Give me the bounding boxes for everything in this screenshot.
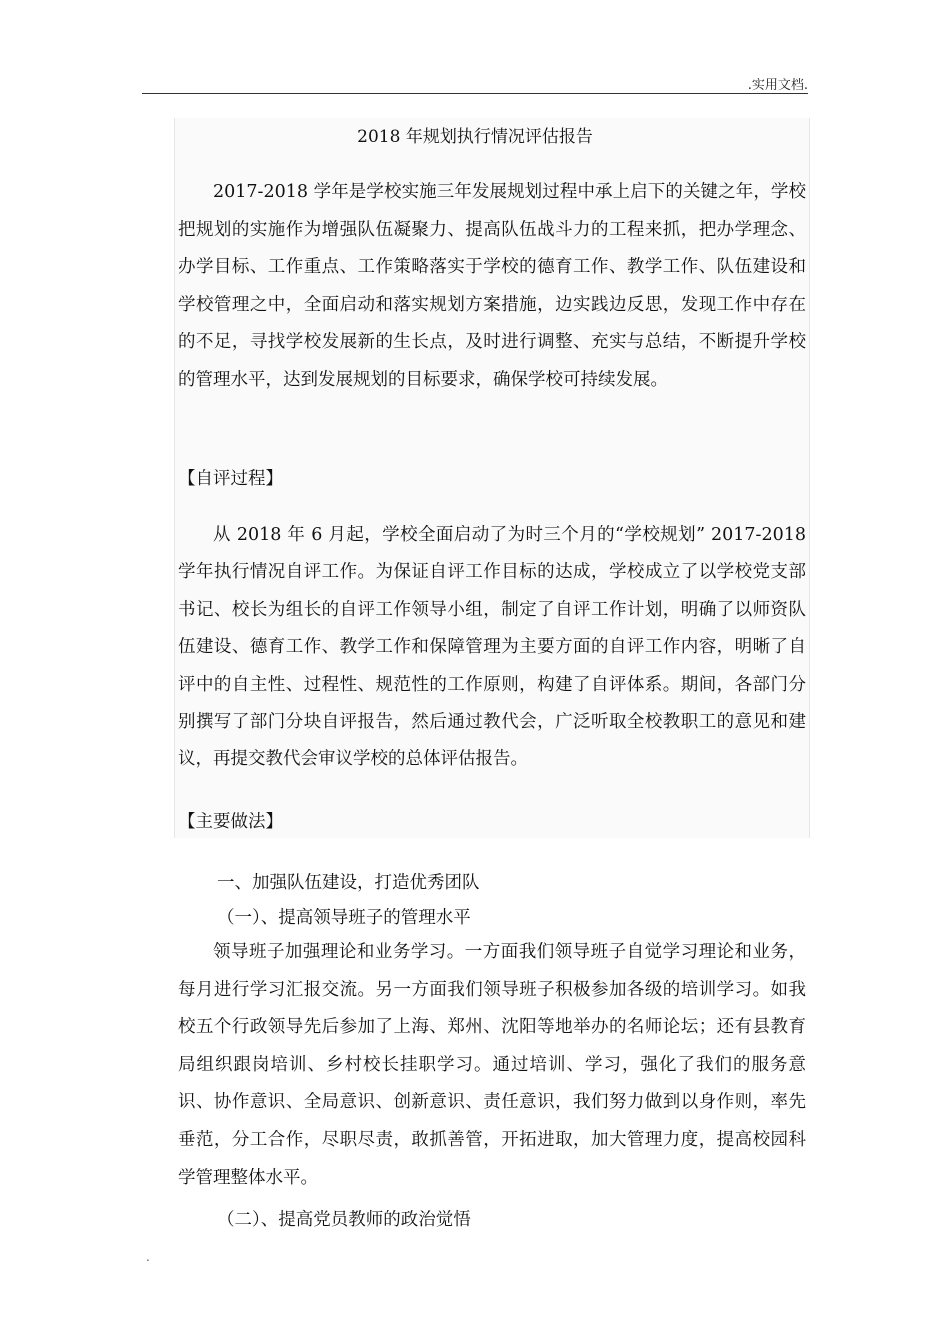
subheading-leadership: （一）、提高领导班子的管理水平 — [217, 908, 471, 928]
header-rule — [142, 93, 808, 94]
leadership-paragraph: 领导班子加强理论和业务学习。一方面我们领导班子自觉学习理论和业务，每月进行学习汇报交流。另一方面我们领导班子积极参加各级的培训学习。如我校五个行政领导先后参加了上海、郑州、沈阳等地举办的名师论坛；还有县教育局组织跟岗培训、乡村校长挂职学习。通过培训、学习，强化了我们的服务意识、协作意识、全局意识、创新意识、责任意识，我们努力做到以身作则，率先垂范，分工合作，尽职尽责，敢抓善管，开拓进取，加大管理力度，提高校园科学管理整体水平。 — [178, 942, 806, 1188]
section-heading-self-evaluation: 【自评过程】 — [178, 469, 283, 489]
section-heading-main-practices: 【主要做法】 — [178, 812, 283, 832]
document-title: 2018 年规划执行情况评估报告 — [357, 127, 593, 147]
footer-mark: . — [146, 1250, 150, 1264]
process-paragraph: 从 2018 年 6 月起，学校全面启动了为时三个月的“学校规划” 2017-2018 学年执行情况自评工作。为保证自评工作目标的达成，学校成立了以学校党支部书记、校长为组长的自评工作领导小组，制定了自评工作计划，明确了以师资队伍建设、德育工作、教学工作和保障管理为主要方面的自评工作内容，明晰了自评中的自主性、过程性、规范性的工作原则，构建了自评体系。期间，各部门分别撰写了部门分块自评报告，然后通过教代会，广泛听取全校教职工的意见和建议，再提交教代会审议学校的总体评估报告。 — [178, 525, 806, 770]
heading-team-building: 一、加强队伍建设，打造优秀团队 — [217, 873, 480, 893]
page-header-label: .实用文档. — [747, 78, 808, 93]
intro-paragraph: 2017-2018 学年是学校实施三年发展规划过程中承上启下的关键之年，学校把规划的实施作为增强队伍凝聚力、提高队伍战斗力的工程来抓，把办学理念、办学目标、工作重点、工作策略落实于学校的德育工作、教学工作、队伍建设和学校管理之中，全面启动和落实规划方案措施，边实践边反思，发现工作中存在的不足，寻找学校发展新的生长点，及时进行调整、充实与总结，不断提升学校的管理水平，达到发展规划的目标要求，确保学校可持续发展。 — [178, 182, 806, 390]
subheading-party-members: （二）、提高党员教师的政治觉悟 — [217, 1210, 471, 1230]
